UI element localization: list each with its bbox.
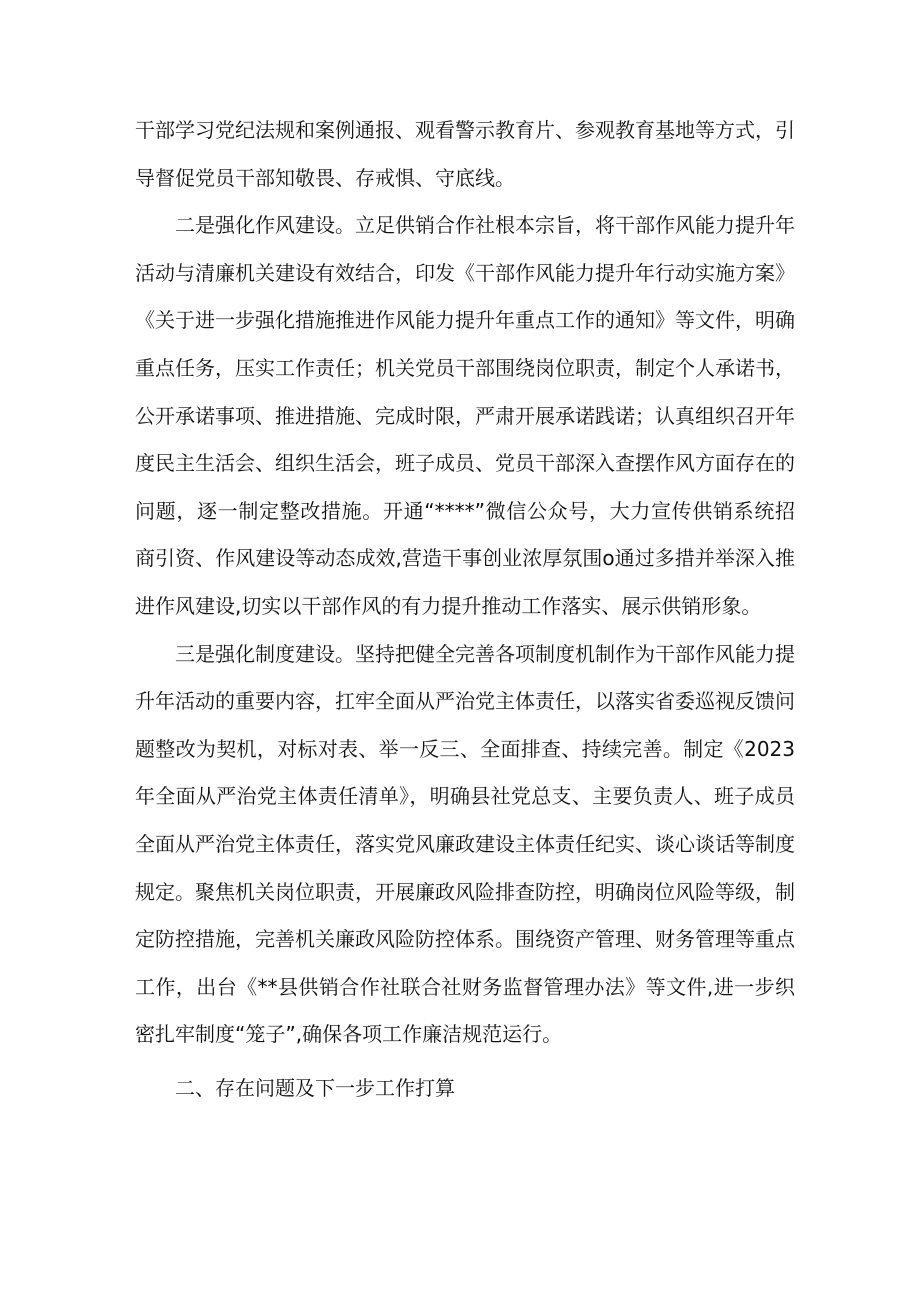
section-heading: 二、存在问题及下一步工作打算 [175,1075,455,1100]
paragraph-style-building: 二是强化作风建设。立足供销合作社根本宗旨，将干部作风能力提升年活动与清廉机关建设有效结合，印发《干部作风能力提升年行动实施方案》《关于进一步强化措施推进作风能力提升年重点工作的通知》等文件，明确重点任务，压实工作责任；机关党员干部围绕岗位职责，制定个人承诺书，公开承诺事项、推进措施、完成时限，严肃开展承诺践诺；认真组织召开年度民主生活会、组织生活会，班子成员、党员干部深入查摆作风方面存在的问题，逐一制定整改措施。开通“****”微信公众号，大力宣传供销系统招商引资、作风建设等动态成效,营造干事创业浓厚氛围o通过多措并举深入推进作风建设,切实以干部作风的有力提升推动工作落实、展示供销形象。 [135,213,795,618]
document-body [135,107,795,1112]
paragraph-continuation: 干部学习党纪法规和案例通报、观看警示教育片、参观教育基地等方式，引导督促党员干部知敬畏、存戒惧、守底线。 [135,118,795,190]
paragraph-system-building: 三是强化制度建设。坚持把健全完善各项制度机制作为干部作风能力提升年活动的重要内容，扛牢全面从严治党主体责任，以落实省委巡视反馈问题整改为契机，对标对表、举一反三、全面排查、持续完善。制定《2023年全面从严治党主体责任清单》，明确县社党总支、主要负责人、班子成员全面从严治党主体责任，落实党风廉政建设主体责任纪实、谈心谈话等制度规定。聚焦机关岗位职责，开展廉政风险排查防控，明确岗位风险等级，制定防控措施，完善机关廉政风险防控体系。围绕资产管理、财务管理等重点工作，出台《**县供销合作社联合社财务监督管理办法》等文件,进一步织密扎牢制度“笼子”,确保各项工作廉洁规范运行。 [135,641,795,1047]
